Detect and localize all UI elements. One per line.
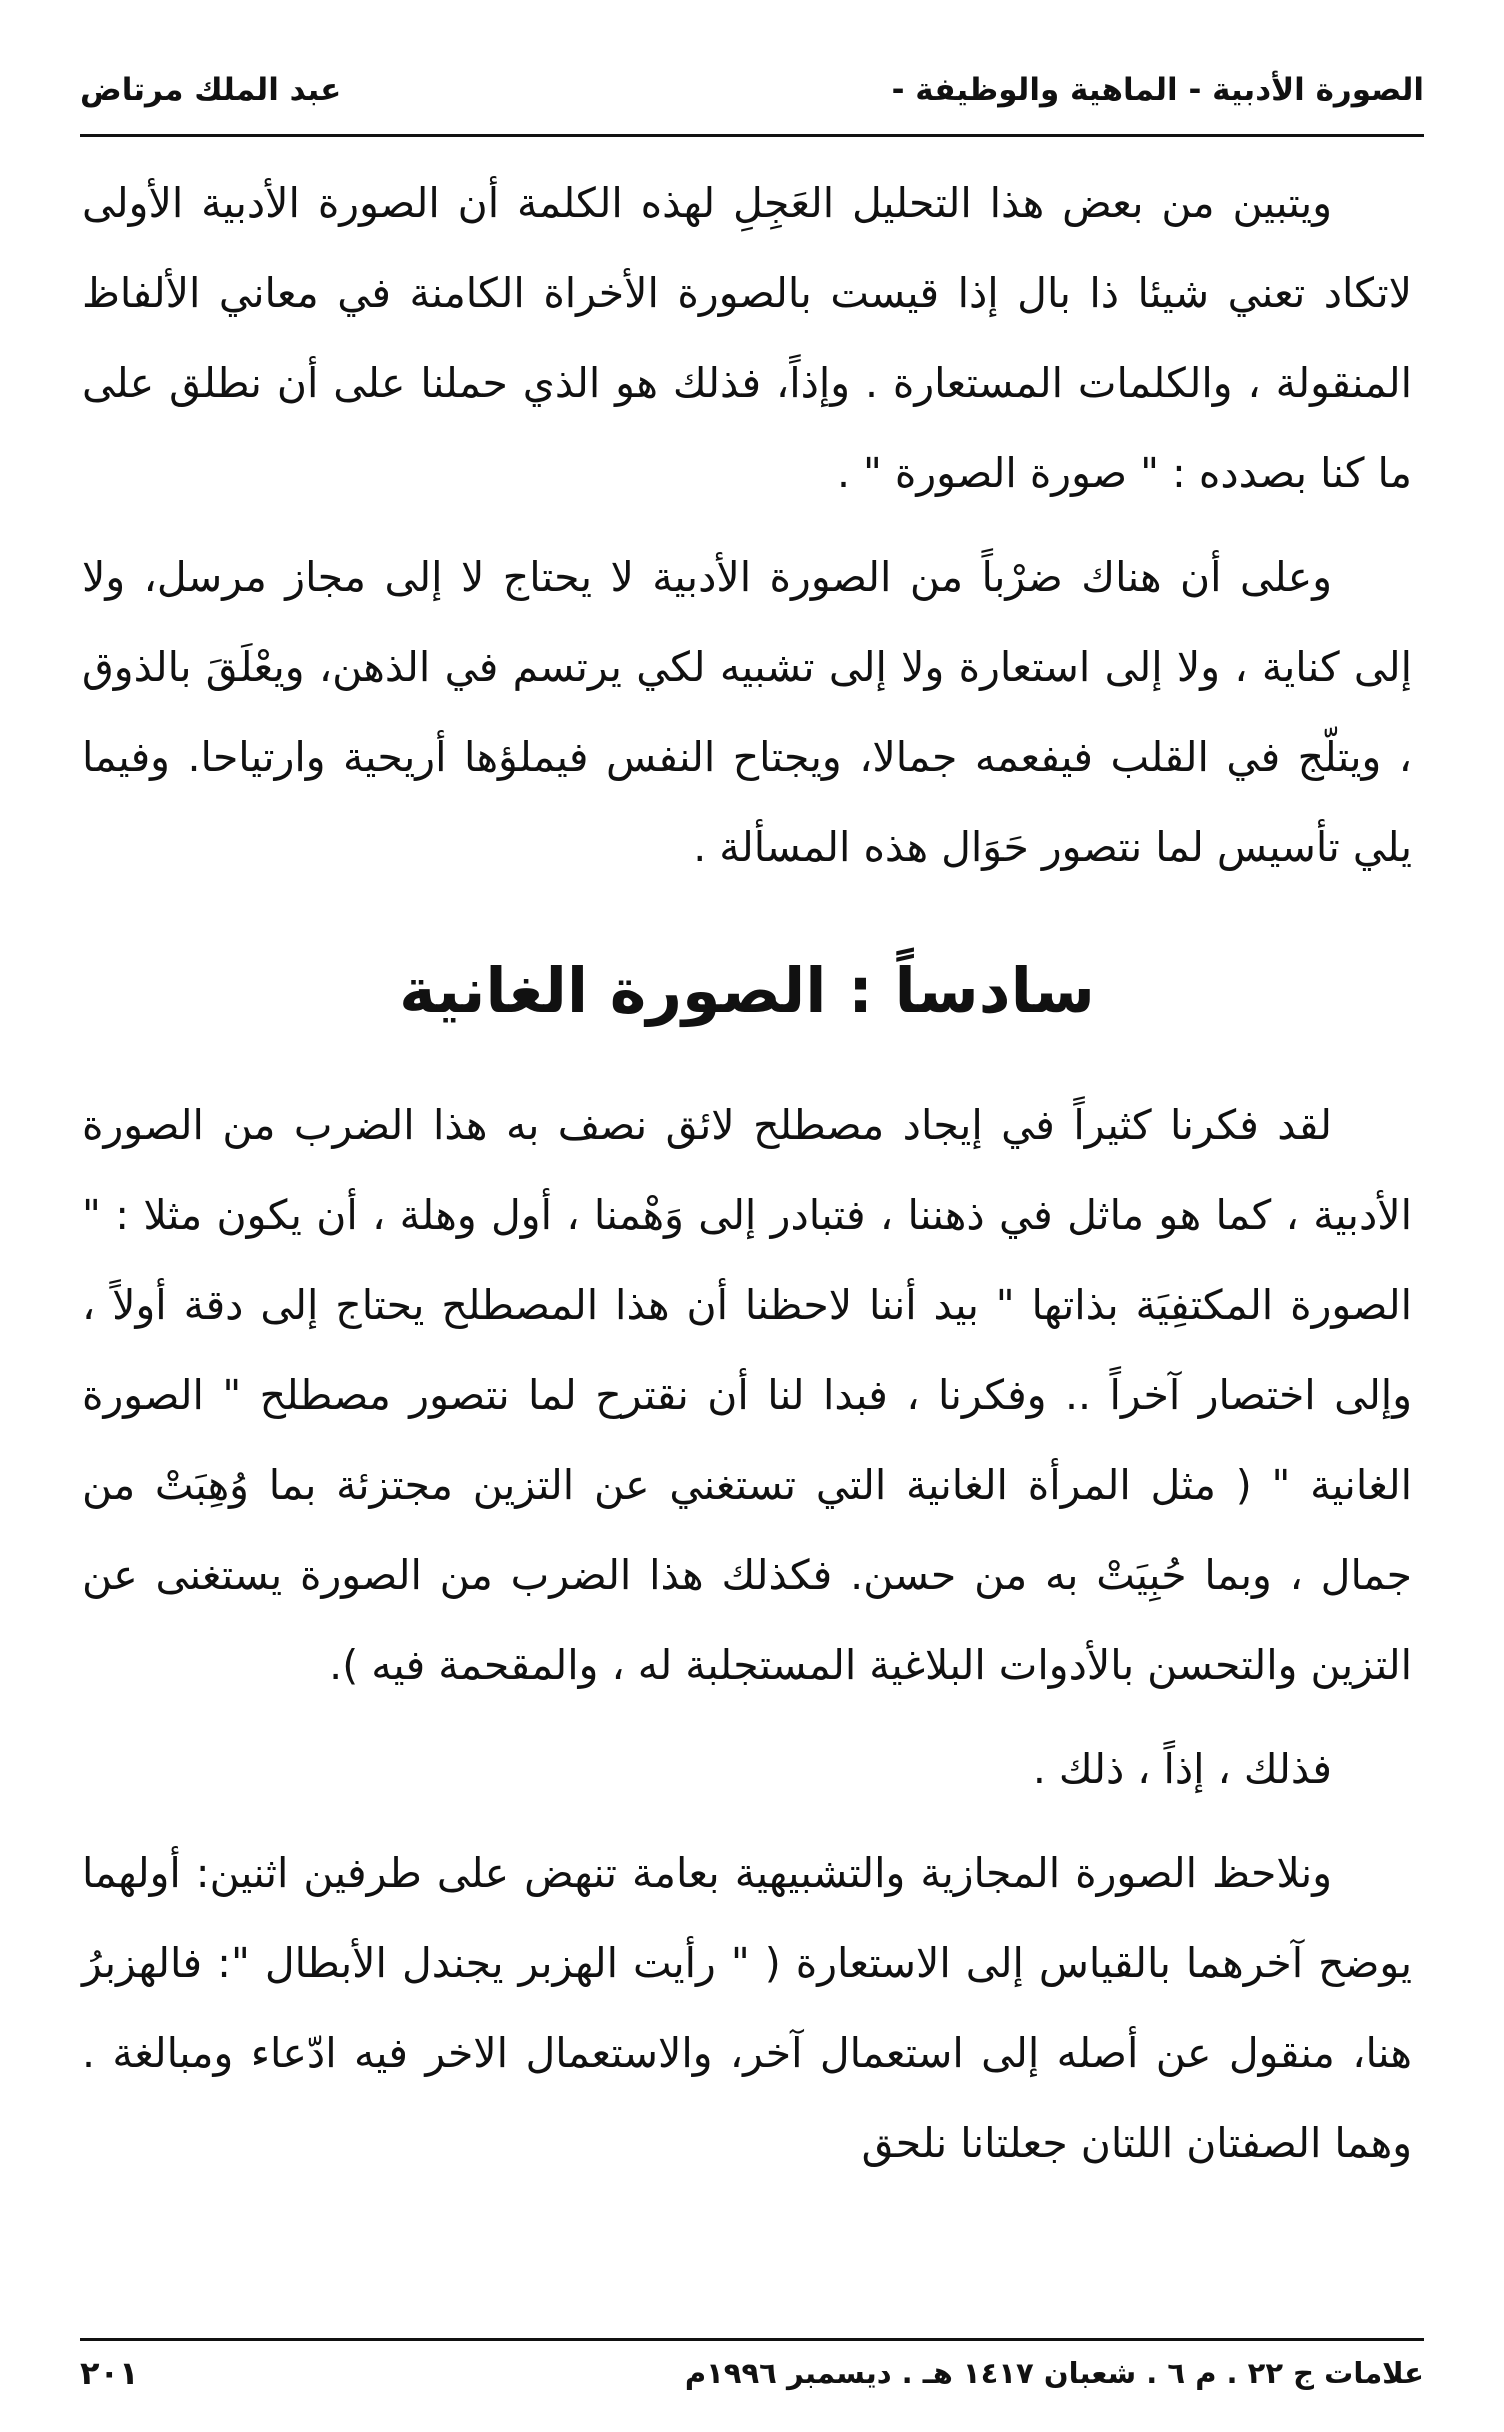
header-article-title: الصورة الأدبية - الماهية والوظيفة - xyxy=(891,72,1424,108)
paragraph-2: وعلى أن هناك ضرْباً من الصورة الأدبية لا يحتاج لا إلى مجاز مرسل، ولا إلى كناية ، ولا إلى استعارة ولا إلى تشبيه لكي يرتسم في الذهن، ويعْلَقَ بالذوق ، ويتلّج في القلب فيفعمه جمالا، ويجتاح النفس فيملؤها أريحية وارتياحا. وفيما يلي تأسيس لما نتصور حَوَال هذه المسألة . xyxy=(82,553,1412,871)
paragraph-1: ويتبين من بعض هذا التحليل العَجِلِ لهذه الكلمة أن الصورة الأدبية الأولى لاتكاد تعني شيئا ذا بال إذا قيست بالصورة الأخراة الكامنة في معاني الألفاظ المنقولة ، والكلمات المستعارة . وإذاً، فذلك هو الذي حملنا على أن نطلق على ما كنا بصدده : " صورة الصورة " . xyxy=(82,179,1412,497)
footer-rule xyxy=(80,2338,1424,2341)
page-number: ٢٠١ xyxy=(80,2354,139,2392)
paragraph-4: فذلك ، إذاً ، ذلك . xyxy=(1032,1745,1332,1793)
paragraph-3: لقد فكرنا كثيراً في إيجاد مصطلح لائق نصف به هذا الضرب من الصورة الأدبية ، كما هو ماثل في ذهننا ، فتبادر إلى وَهْمنا ، أول وهلة ، أن يكون مثلا : " الصورة المكتفِيَة بذاتها " بيد أننا لاحظنا أن هذا المصطلح يحتاج إلى دقة أولاً ، وإلى اختصار آخراً .. وفكرنا ، فبدا لنا أن نقترح لما نتصور مصطلح " الصورة الغانية " ( مثل المرأة الغانية التي تستغني عن التزين مجتزئة بما وُهِبَتْ من جمال ، وبما حُبِيَتْ به من حسن. فكذلك هذا الضرب من الصورة يستغنى عن التزين والتحسن بالأدوات البلاغية المستجلبة له ، والمقحمة فيه ). xyxy=(82,1101,1412,1689)
body-text xyxy=(82,158,1412,2188)
header-rule xyxy=(80,134,1424,137)
running-header xyxy=(80,60,1424,120)
section-title: سادساً : الصورة الغانية xyxy=(399,954,1095,1027)
paragraph-5: ونلاحظ الصورة المجازية والتشبيهية بعامة تنهض على طرفين اثنين: أولهما يوضح آخرهما بالقياس إلى الاستعارة ( " رأيت الهزبر يجندل الأبطال ": فالهزبرُ هنا، منقول عن أصله إلى استعمال آخر، والاستعمال الاخر فيه ادّعاء ومبالغة . وهما الصفتان اللتان جعلتانا نلحق xyxy=(82,1849,1412,2167)
running-footer xyxy=(80,2348,1424,2398)
header-author: عبد الملك مرتاض xyxy=(80,72,342,108)
footer-journal-info: علامات ج ٢٢ . م ٦ . شعبان ١٤١٧ هـ . ديسمبر ١٩٩٦م xyxy=(684,2356,1424,2390)
